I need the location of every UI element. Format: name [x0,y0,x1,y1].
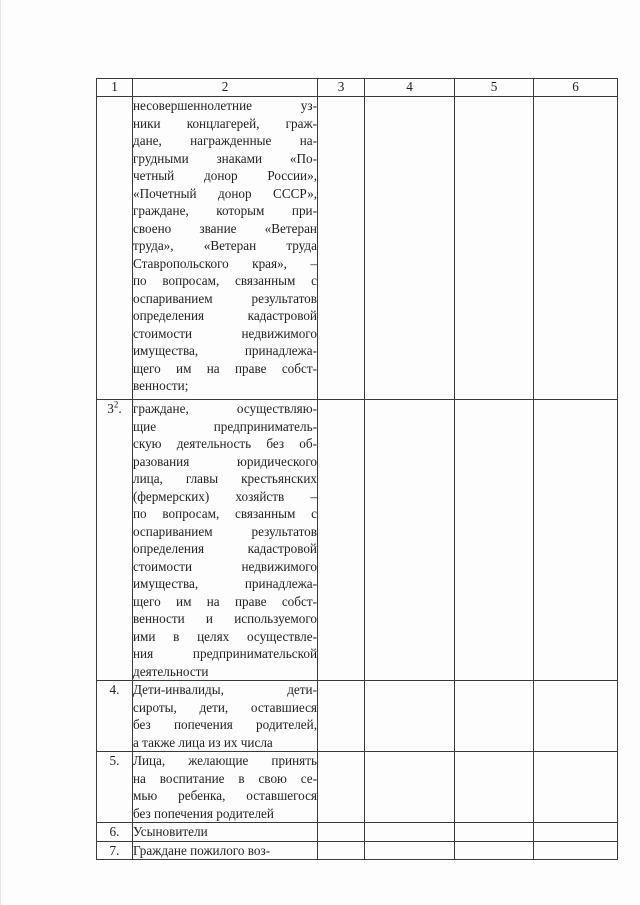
empty-cell [318,841,365,860]
description-line: граждане, которым при- [133,203,317,218]
table-row [97,97,618,400]
row-number: 5. [97,752,133,823]
description-line: определения кадастровой [133,308,317,323]
description-line: стоимости недвижимого [133,325,317,341]
empty-cell [455,400,534,681]
description-line: Граждане пожилого воз- [133,842,271,858]
description-line: на воспитание в свою се- [133,770,317,786]
empty-cell [455,681,534,752]
description-line: грудными знаками «По- [133,150,317,166]
empty-cell [455,841,534,860]
row-number: 6. [97,823,133,842]
description-line: скую деятельность без об- [133,436,317,451]
empty-cell [534,752,618,823]
row-number: 7. [97,841,133,860]
header-col-2: 2 [133,79,318,97]
row-number: 4. [97,681,133,752]
row-number: $3^2$. [97,400,133,681]
description-line: «Почетный донор СССР», [133,185,317,201]
row-description [133,97,318,400]
description-line: венности и используемого [133,611,317,626]
empty-cell [365,681,455,752]
description-line: ники концлагерей, граж- [133,115,317,131]
table-row [97,823,618,842]
description-line: граждане, осуществляю- [133,401,317,416]
description-line: без попечения родителей [133,805,274,821]
row-description [133,400,318,681]
row-description [133,823,318,842]
description-line: мью ребенка, оставшегося [133,788,317,803]
empty-cell [365,841,455,860]
empty-cell [534,823,618,842]
empty-cell [534,681,618,752]
description-line: ими в целях осуществле- [133,628,317,644]
description-line: стоимости недвижимого [133,558,317,574]
table-row [97,681,618,752]
empty-cell [318,823,365,842]
row-description [133,841,318,860]
row-description [133,752,318,823]
empty-cell [318,400,365,681]
header-col-3: 3 [318,79,365,97]
description-line: четный донор России», [133,168,317,183]
description-line: разования юридического [133,453,317,469]
description-line: оспариванием результатов [133,523,317,539]
row-number-superscript: 2 [113,399,119,410]
description-line: несовершеннолетние уз- [133,98,317,113]
header-col-4: 4 [365,79,455,97]
description-line: венности; [133,378,189,393]
description-line: Усыновители [133,824,208,839]
description-line: деятельности [133,663,209,679]
description-line: лица, главы крестьянских [133,471,317,486]
description-line: определения кадастровой [133,541,317,556]
empty-cell [534,841,618,860]
description-line: Дети-инвалиды, дети- [133,682,317,697]
empty-cell [318,681,365,752]
scan-edge [0,0,1,905]
header-col-1: 1 [97,79,133,97]
description-line: Лица, желающие принять [133,753,317,768]
description-line: труда», «Ветеран труда [133,238,317,253]
table-row [97,752,618,823]
header-col-5: 5 [455,79,534,97]
description-line: а также лица из их числа [133,734,273,750]
empty-cell [365,400,455,681]
empty-cell [318,97,365,400]
description-line: своено звание «Ветеран [133,220,317,236]
empty-cell [534,97,618,400]
table-row [97,400,618,681]
empty-cell [318,752,365,823]
description-line: по вопросам, связанным с [133,273,317,288]
document-table [96,78,618,860]
table-body [97,97,618,860]
description-line: (фермерских) хозяйств – [133,488,317,504]
empty-cell [365,752,455,823]
empty-cell [455,823,534,842]
table-header-row [97,79,618,97]
description-line: ния предпринимательской [133,646,317,661]
description-line: щего им на праве собст- [133,360,317,376]
description-line: щего им на праве собст- [133,593,317,609]
empty-cell [365,97,455,400]
description-line: оспариванием результатов [133,290,317,306]
description-line: без попечения родителей, [133,717,317,732]
header-col-6: 6 [534,79,618,97]
empty-cell [365,823,455,842]
description-line: щие предприниматель- [133,418,317,434]
description-line: Ставропольского края», – [133,255,317,271]
row-number [97,97,133,400]
description-line: имущества, принадлежа- [133,576,317,591]
table-row [97,841,618,860]
row-description [133,681,318,752]
description-line: дане, награжденные на- [133,133,317,148]
empty-cell [455,752,534,823]
empty-cell [534,400,618,681]
description-line: сироты, дети, оставшиеся [133,699,317,715]
description-line: имущества, принадлежа- [133,343,317,358]
empty-cell [455,97,534,400]
description-line: по вопросам, связанным с [133,506,317,521]
